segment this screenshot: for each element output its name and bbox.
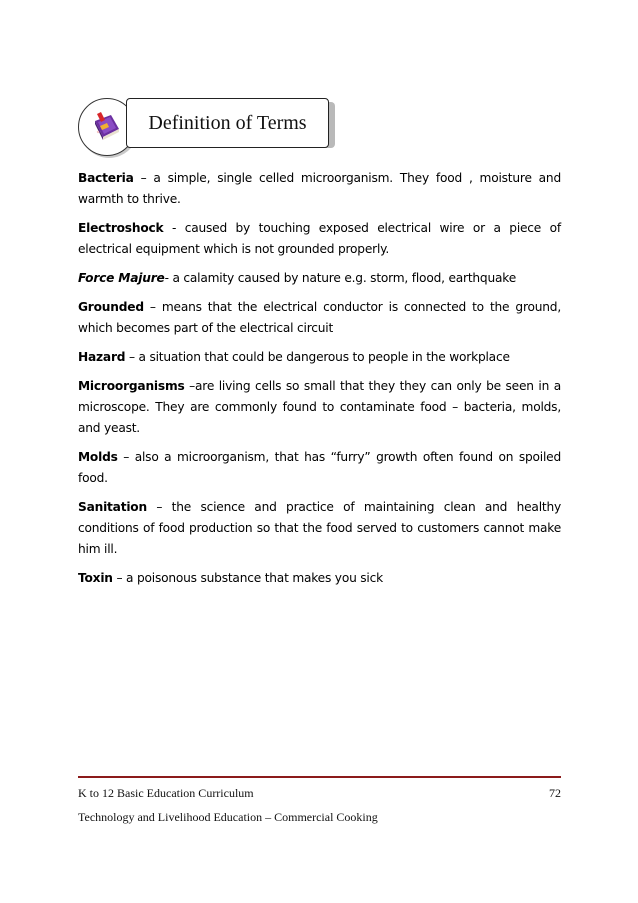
definition-text: –are living cells so small that they they can only be seen in a microscope. They are commonly found to contaminate food – bacteria, molds, and yeast. bbox=[78, 379, 561, 435]
term: Molds bbox=[78, 450, 118, 464]
definition-text: – a simple, single celled microorganism. They food , moisture and warmth to thrive. bbox=[78, 171, 561, 206]
definition-text: – means that the electrical conductor is connected to the ground, which becomes part of the electrical circuit bbox=[78, 300, 561, 335]
definition-entry bbox=[78, 568, 561, 589]
definition-entry bbox=[78, 168, 561, 210]
term: Sanitation bbox=[78, 500, 147, 514]
definition-entry bbox=[78, 447, 561, 489]
definition-entry bbox=[78, 218, 561, 260]
book-icon bbox=[91, 111, 123, 143]
page-number: 72 bbox=[549, 786, 561, 800]
definition-entry bbox=[78, 297, 561, 339]
footer-top-line bbox=[78, 786, 561, 801]
section-title: Definition of Terms bbox=[148, 111, 307, 134]
title-box bbox=[126, 98, 329, 148]
definition-text: – a situation that could be dangerous to people in the workplace bbox=[125, 350, 510, 364]
term: Electroshock bbox=[78, 221, 164, 235]
definition-text: - caused by touching exposed electrical wire or a piece of electrical equipment which is not grounded properly. bbox=[78, 221, 561, 256]
term: Grounded bbox=[78, 300, 144, 314]
definition-entry bbox=[78, 347, 561, 368]
definition-entry bbox=[78, 497, 561, 560]
term: Toxin bbox=[78, 571, 113, 585]
definition-text: – a poisonous substance that makes you sick bbox=[112, 571, 383, 585]
subject-label: Technology and Livelihood Education – Commercial Cooking bbox=[78, 810, 378, 824]
definition-entry bbox=[78, 376, 561, 439]
curriculum-label: K to 12 Basic Education Curriculum bbox=[78, 786, 254, 800]
section-header bbox=[78, 98, 338, 158]
term: Hazard bbox=[78, 350, 126, 364]
definition-text: – also a microorganism, that has “furry” growth often found on spoiled food. bbox=[78, 450, 561, 485]
definition-text: - a calamity caused by nature e.g. storm, flood, earthquake bbox=[164, 271, 516, 285]
footer-bottom-line bbox=[78, 810, 561, 825]
definition-text: – the science and practice of maintaining clean and healthy conditions of food production so that the food served to customers cannot make him ill. bbox=[78, 500, 561, 556]
definition-entry bbox=[78, 268, 561, 289]
term: Microorganisms bbox=[78, 379, 185, 393]
term: Bacteria bbox=[78, 171, 134, 185]
definitions-list bbox=[78, 168, 561, 597]
term: Force Majure bbox=[78, 271, 165, 285]
footer-divider bbox=[78, 776, 561, 778]
